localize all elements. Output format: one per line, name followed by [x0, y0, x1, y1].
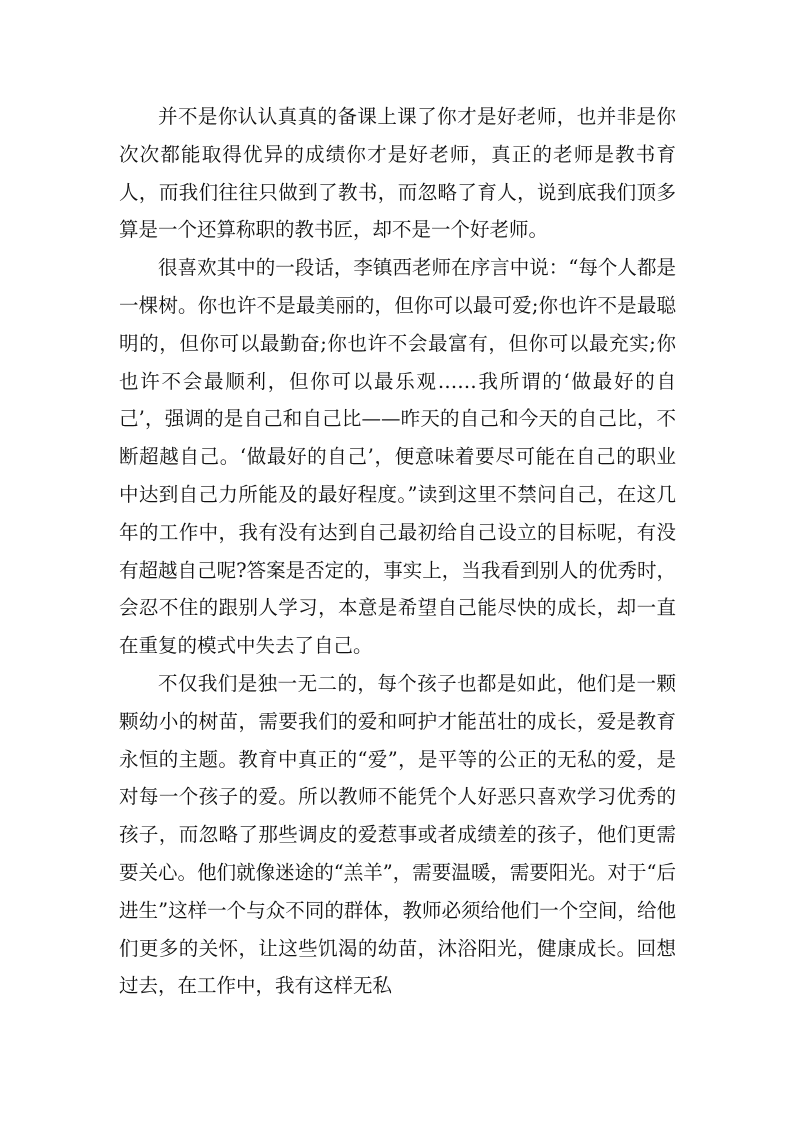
- paragraph-3: 不仅我们是独一无二的，每个孩子也都是如此，他们是一颗颗幼小的树苗，需要我们的爱和呵护才能茁壮的成长，爱是教育永恒的主题。教育中真正的“爱”，是平等的公正的无私的爱，是对每一个孩子的爱。所以教师不能凭个人好恶只喜欢学习优秀的孩子，而忽略了那些调皮的爱惹事或者成绩差的孩子，他们更需要关心。他们就像迷途的“羔羊”，需要温暖，需要阳光。对于“后进生”这样一个与众不同的群体，教师必须给他们一个空间，给他们更多的关怀，让这些饥渴的幼苗，沐浴阳光，健康成长。回想过去，在工作中，我有这样无私: [119, 671, 676, 998]
- document-body: [119, 98, 676, 1005]
- paragraph-1: 并不是你认认真真的备课上课了你才是好老师，也并非是你次次都能取得优异的成绩你才是好老师，真正的老师是教书育人，而我们往往只做到了教书，而忽略了育人，说到底我们顶多算是一个还算称职的教书匠，却不是一个好老师。: [119, 105, 676, 242]
- paragraph-2: 很喜欢其中的一段话，李镇西老师在序言中说：“每个人都是一棵树。你也许不是最美丽的，但你可以最可爱;你也许不是最聪明的，但你可以最勤奋;你也许不会最富有，但你可以最充实;你也许不会最顺利，但你可以最乐观……我所谓的‘做最好的自己’，强调的是自己和自己比——昨天的自己和今天的自己比，不断超越自己。‘做最好的自己’，便意味着要尽可能在自己的职业中达到自己力所能及的最好程度。”读到这里不禁问自己，在这几年的工作中，我有没有达到自己最初给自己设立的目标呢，有没有超越自己呢?答案是否定的，事实上，当我看到别人的优秀时，会忍不住的跟别人学习，本意是希望自己能尽快的成长，却一直在重复的模式中失去了自己。: [119, 256, 676, 658]
